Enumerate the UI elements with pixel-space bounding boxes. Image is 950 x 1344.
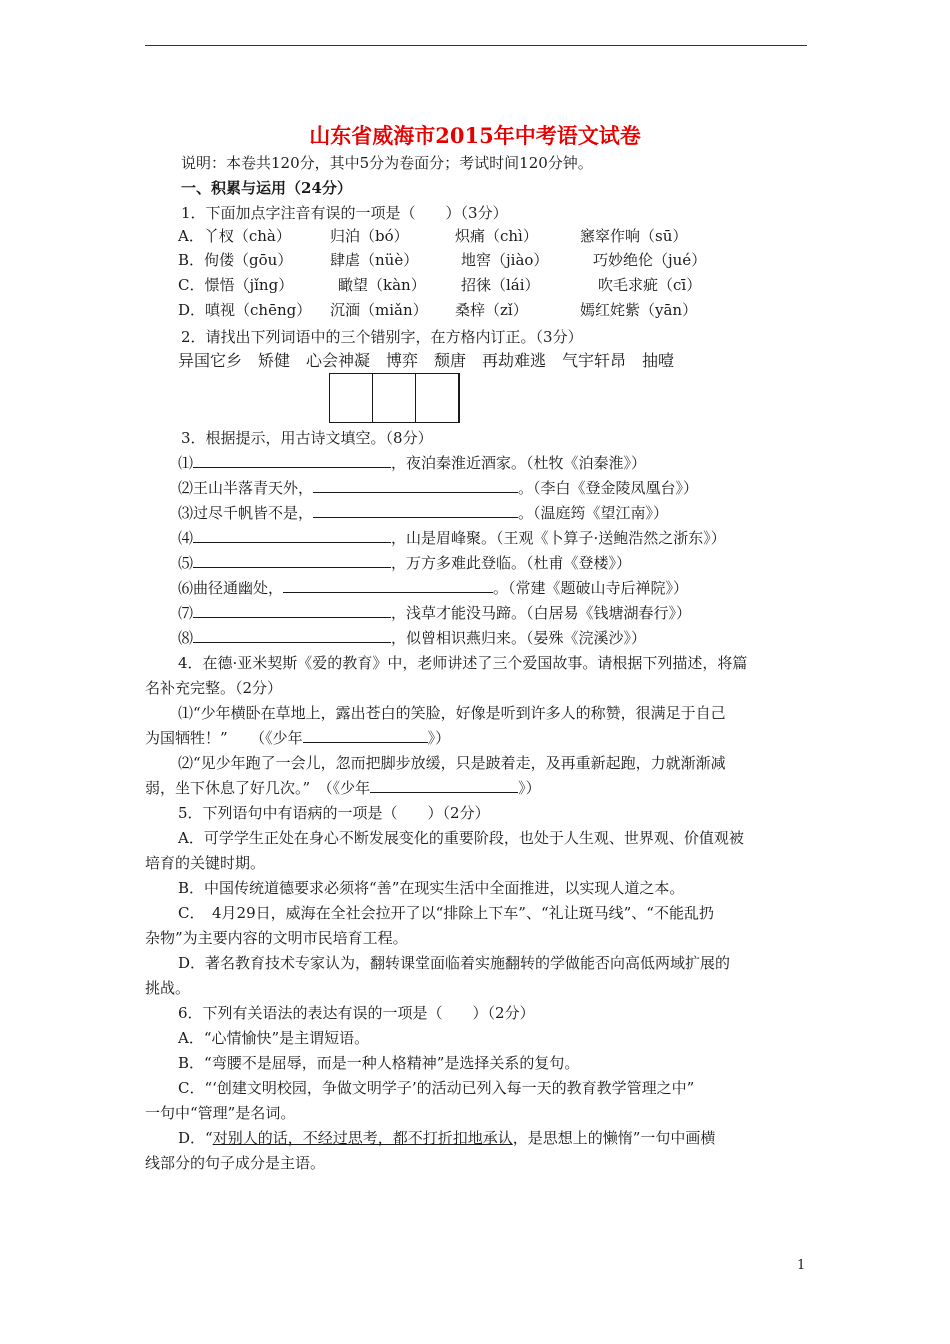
q5-stem: 5．下列语句中有语病的一项是（ ）（2分） — [178, 804, 490, 822]
q5-c-line-1: C． 4月29日，威海在全社会拉开了以“排除上下车”、“礼让斑马线”、“不能乱扔 — [178, 904, 714, 922]
q3-item-4 — [178, 528, 726, 548]
page-number: 1 — [797, 1258, 806, 1273]
q4-a-end: 》） — [427, 729, 451, 747]
q3-stem: 3．根据提示，用古诗文填空。（8分） — [181, 429, 433, 447]
q1-d-3: 桑梓（zǐ） — [455, 301, 528, 319]
header-rule — [145, 45, 807, 46]
fill-blank-2[interactable] — [313, 478, 518, 493]
q2-stem: 2．请找出下列词语中的三个错别字，在方格内订正。（3分） — [181, 328, 583, 346]
q3-item-2 — [178, 478, 698, 498]
intro-text: 说明：本卷共120分，其中5分为卷面分；考试时间120分钟。 — [181, 154, 593, 172]
q3-item-8-post: ，似曾相识燕归来。（晏殊《浣溪沙》） — [391, 629, 647, 647]
q3-item-5 — [178, 553, 631, 573]
q2-words: 异国它乡 矫健 心会神凝 博弈 颓唐 再劫难逃 气宇轩昂 抽噎 — [178, 351, 675, 370]
correction-box-3[interactable] — [415, 373, 460, 423]
q4-b-line-2 — [145, 778, 541, 798]
q3-item-6 — [178, 578, 688, 598]
fill-blank-3[interactable] — [313, 503, 518, 518]
q3-item-4-post: ，山是眉峰聚。（王观《卜算子·送鲍浩然之浙东》） — [391, 529, 726, 547]
q3-item-3-post: 。（温庭筠《望江南》） — [518, 504, 669, 522]
fill-blank-8[interactable] — [193, 628, 391, 643]
q6-d-pre: D．“ — [178, 1129, 213, 1147]
correction-box-1[interactable] — [329, 373, 373, 423]
q3-item-6-pre: ⑹曲径通幽处， — [178, 579, 284, 597]
q4-a-text: 为国牺牲！” （《少年 — [145, 729, 303, 747]
q1-a-3: 炽痛（chì） — [455, 227, 538, 245]
fill-blank-1[interactable] — [193, 453, 391, 468]
q3-item-7-pre: ⑺ — [178, 604, 194, 622]
q3-item-4-pre: ⑷ — [178, 529, 194, 547]
q1-b-4: 巧妙绝伦（jué） — [593, 251, 707, 269]
correction-box-2[interactable] — [372, 373, 416, 423]
q1-a-1: A．丫杈（chà） — [178, 227, 291, 245]
q6-d-line-2: 线部分的句子成分是主语。 — [145, 1154, 326, 1172]
q3-item-5-post: ，万方多难此登临。（杜甫《登楼》） — [391, 554, 632, 572]
q6-c-line-2: 一句中“管理”是名词。 — [145, 1104, 296, 1122]
q5-b: B．中国传统道德要求必须将“善”在现实生活中全面推进，以实现人道之本。 — [178, 879, 685, 897]
q3-item-6-post: 。（常建《题破山寺后禅院》） — [493, 579, 689, 597]
q4-b-text: 弱，坐下休息了好几次。” （《少年 — [145, 779, 371, 797]
q6-stem: 6．下列有关语法的表达有误的一项是（ ）（2分） — [178, 1004, 535, 1022]
q5-d-line-2: 挑战。 — [145, 979, 191, 997]
q3-item-2-post: 。（李白《登金陵凤凰台》） — [518, 479, 699, 497]
q4-a-line-1: ⑴“少年横卧在草地上，露出苍白的笑脸，好像是听到许多人的称赞，很满足于自己 — [178, 704, 726, 722]
q1-c-3: 招徕（lái） — [461, 276, 540, 294]
q1-a-4: 窸窣作响（sū） — [580, 227, 688, 245]
q1-a-2: 归泊（bó） — [330, 227, 409, 245]
q3-item-1-pre: ⑴ — [178, 454, 194, 472]
q6-d-post: ，是思想上的懒惰”一句中画横 — [512, 1129, 716, 1147]
q1-b-3: 地窖（jiào） — [461, 251, 549, 269]
q4-b-line-1: ⑵“见少年跑了一会儿，忽而把脚步放缓，只是跛着走，及再重新起跑，力就渐渐减 — [178, 754, 726, 772]
q4-stem-1: 4．在德·亚米契斯《爱的教育》中，老师讲述了三个爱国故事。请根据下列描述，将篇 — [178, 654, 748, 672]
q1-b-1: B．佝偻（gōu） — [178, 251, 293, 269]
q3-item-3-pre: ⑶过尽千帆皆不是， — [178, 504, 314, 522]
q1-d-2: 沉湎（miǎn） — [330, 301, 428, 319]
correction-boxes — [330, 373, 460, 423]
q3-item-5-pre: ⑸ — [178, 554, 194, 572]
q5-d-line-1: D．著名教育技术专家认为，翻转课堂面临着实施翻转的学做能否向高低两域扩展的 — [178, 954, 731, 972]
q3-item-7-post: ，浅草才能没马蹄。（白居易《钱塘湖春行》） — [391, 604, 692, 622]
q6-a: A．“心情愉快”是主谓短语。 — [178, 1029, 370, 1047]
q3-item-8-pre: ⑻ — [178, 629, 194, 647]
q4-stem-2: 名补充完整。（2分） — [145, 679, 283, 697]
q6-d-underlined: 对别人的话，不经过思考，都不打折扣地承认 — [212, 1129, 513, 1147]
q4-a-line-2 — [145, 728, 450, 748]
q5-a-line-2: 培育的关键时期。 — [145, 854, 266, 872]
title-blank-1[interactable] — [303, 728, 428, 743]
fill-blank-7[interactable] — [193, 603, 391, 618]
fill-blank-5[interactable] — [193, 553, 391, 568]
page-title: 山东省威海市2015年中考语文试卷 — [309, 123, 641, 148]
title-blank-2[interactable] — [370, 778, 518, 793]
q1-c-4: 吹毛求疵（cī） — [598, 276, 702, 294]
fill-blank-4[interactable] — [193, 528, 391, 543]
q4-b-end: 》） — [518, 779, 541, 797]
section-heading: 一、积累与运用（24分） — [181, 179, 352, 197]
q6-d-line-1 — [178, 1128, 715, 1148]
q3-item-3 — [178, 503, 668, 523]
q1-c-1: C．憬悟（jǐng） — [178, 276, 294, 294]
q1-stem: 1．下面加点字注音有误的一项是（ ）（3分） — [181, 204, 508, 222]
q1-b-2: 肆虐（nüè） — [330, 251, 419, 269]
q5-a-line-1: A．可学学生正处在身心不断发展变化的重要阶段，也处于人生观、世界观、价值观被 — [178, 829, 744, 847]
q6-b: B．“弯腰不是屈辱，而是一种人格精神”是选择关系的复句。 — [178, 1054, 580, 1072]
q1-d-4: 嫣红姹紫（yān） — [580, 301, 698, 319]
q6-c-line-1: C．“‘创建文明校园，争做文明学子’的活动已列入每一天的教育教学管理之中” — [178, 1079, 695, 1097]
q3-item-7 — [178, 603, 691, 623]
q5-c-line-2: 杂物”为主要内容的文明市民培育工程。 — [145, 929, 408, 947]
q3-item-1-post: ，夜泊秦淮近酒家。（杜牧《泊秦淮》） — [391, 454, 647, 472]
q1-c-2: 瞰望（kàn） — [338, 276, 426, 294]
fill-blank-6[interactable] — [283, 578, 493, 593]
q3-item-1 — [178, 453, 646, 473]
q3-item-2-pre: ⑵王山半落青天外， — [178, 479, 314, 497]
q3-item-8 — [178, 628, 646, 648]
q1-d-1: D．嗔视（chēng） — [178, 301, 312, 319]
